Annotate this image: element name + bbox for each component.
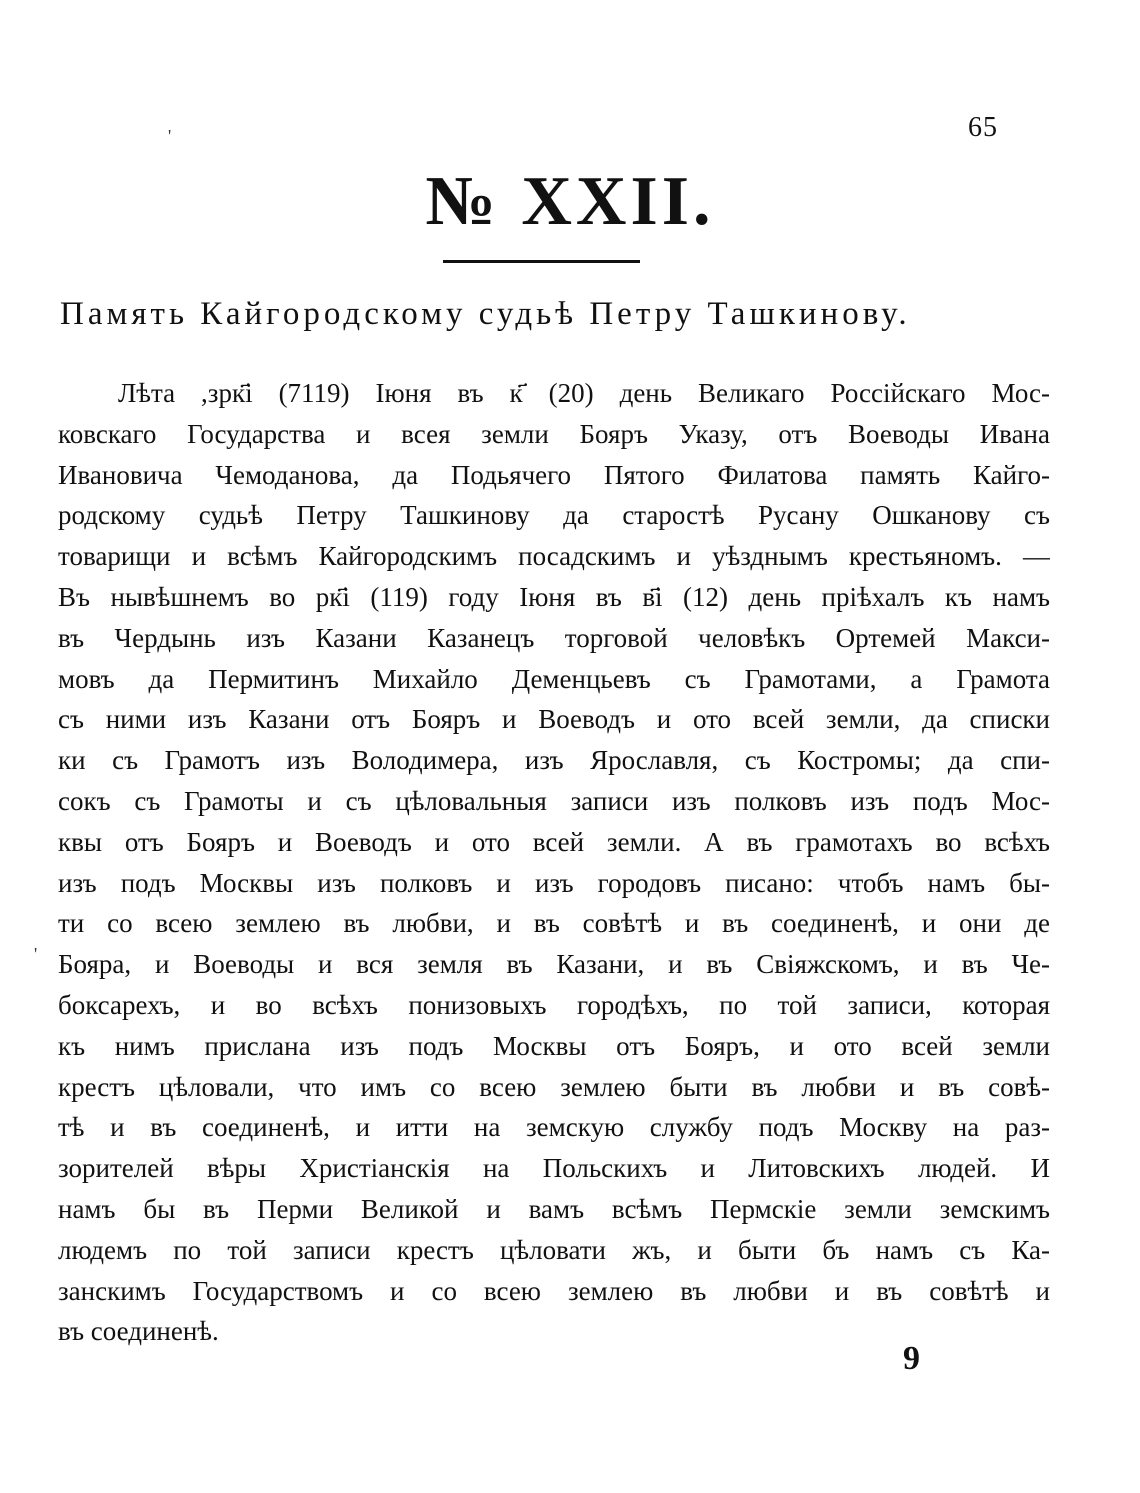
text-line: зорителей вѣры Христіанскія на Польскихъ и Литовскихъ людей. И [58,1153,1050,1184]
text-line: родскому судьѣ Петру Ташкинову да старостѣ Русану Ошканову съ [58,500,1050,531]
signature-mark: 9 [903,1340,920,1377]
text-line: квы отъ Бояръ и Воеводъ и ото всей земли. А въ грамотахъ во всѣхъ [58,826,1050,857]
text-line: мовъ да Пермитинъ Михайло Деменцьевъ съ Грамотами, а Грамота [58,663,1050,694]
document-heading: Память Кайгородскому судьѣ Петру Ташкинову. [60,296,911,332]
text-line: съ ними изъ Казани отъ Бояръ и Воеводъ и ото всей земли, да списки [58,704,1050,735]
page-number: 65 [968,112,998,143]
document-body [58,373,1050,1352]
text-line: намъ бы въ Перми Великой и вамъ всѣмъ Пермскіе земли земскимъ [58,1193,1050,1224]
text-line: изъ подъ Москвы изъ полковъ и изъ городовъ писано: чтобъ намъ бы- [58,867,1050,898]
text-line: людемъ по той записи крестъ цѣловати жъ, и быти бъ намъ съ Ка- [58,1234,1050,1265]
text-line: занскимъ Государствомъ и со всею землею въ любви и въ совѣтѣ и [58,1275,1050,1306]
text-line: товарищи и всѣмъ Кайгородскимъ посадскимъ и уѣзднымъ крестьяномъ. — [58,541,1050,572]
title-rule [443,260,640,263]
text-line: ковскаго Государства и всея земли Бояръ Указу, отъ Воеводы Ивана [58,418,1050,449]
text-line: ти со всею землею въ любви, и въ совѣтѣ и въ соединенѣ, и они де [58,908,1050,939]
text-line: ки съ Грамотъ изъ Володимера, изъ Ярославля, съ Костромы; да спи- [58,745,1050,776]
text-line: Бояра, и Воеводы и вся земля въ Казани, и въ Свіяжскомъ, и въ Че- [58,949,1050,980]
stray-mark-left: ' [34,944,38,964]
text-line: Ивановича Чемоданова, да Подьячего Пятого Филатова память Кайго- [58,459,1050,490]
stray-mark-top: ' [168,126,172,146]
text-line: сокъ съ Грамоты и съ цѣловальныя записи изъ полковъ изъ подъ Мос- [58,785,1050,816]
text-line: боксарехъ, и во всѣхъ понизовыхъ городѣхъ, по той записи, которая [58,989,1050,1020]
text-line: къ нимъ прислана изъ подъ Москвы отъ Бояръ, и ото всей земли [58,1030,1050,1061]
text-line: Лѣта ,зрк҃і (7119) Іюня въ к҃ (20) день Великаго Россійскаго Мос- [118,378,1050,408]
text-line: въ соединенѣ. [58,1316,219,1347]
document-number: № XXII. [425,163,715,240]
text-line: въ Чердынь изъ Казани Казанецъ торговой человѣкъ Ортемей Макси- [58,622,1050,653]
text-line: Въ нывѣшнемъ во рк҃і (119) году Іюня въ в҃і (12) день пріѣхалъ къ намъ [58,581,1050,612]
text-line: тѣ и въ соединенѣ, и итти на земскую службу подъ Москву на раз- [58,1112,1050,1143]
text-line: крестъ цѣловали, что имъ со всею землею быти въ любви и въ совѣ- [58,1071,1050,1102]
